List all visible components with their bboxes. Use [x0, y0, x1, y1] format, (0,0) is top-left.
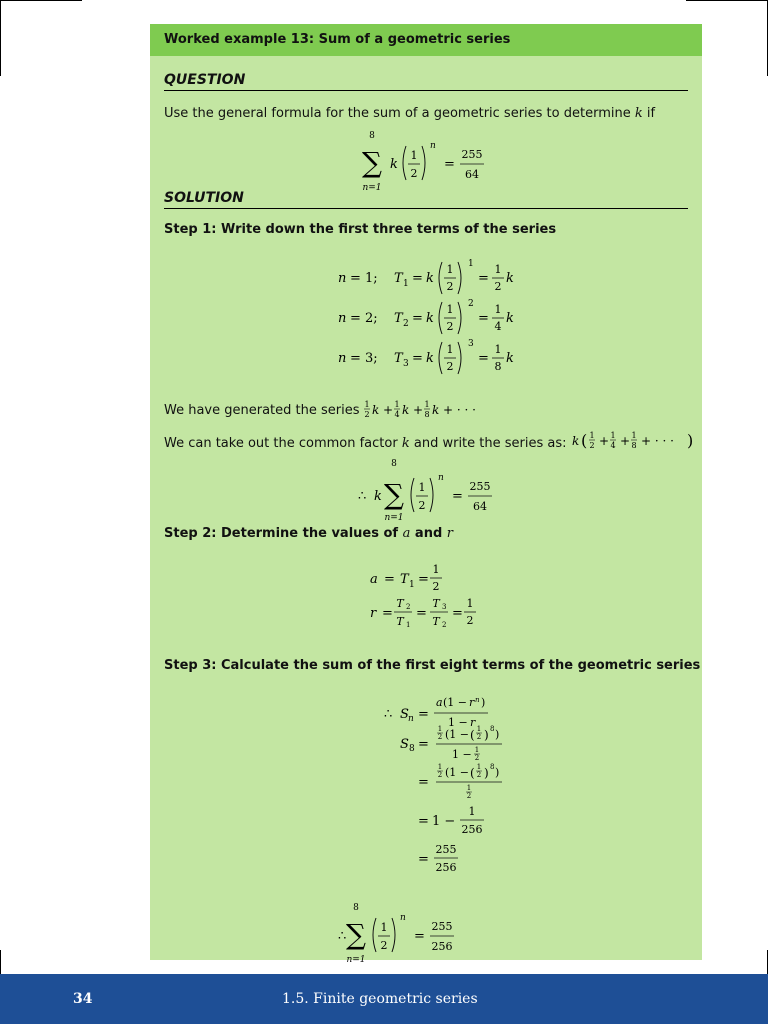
term-2-equation	[338, 299, 514, 334]
svg-text:256: 256	[431, 940, 453, 953]
svg-text:2: 2	[403, 319, 409, 329]
svg-text:=: =	[414, 929, 425, 944]
svg-text:1: 1	[446, 263, 454, 276]
svg-text:T: T	[396, 597, 404, 610]
svg-text:1: 1	[468, 805, 476, 818]
svg-text:2: 2	[446, 280, 454, 293]
svg-text:): )	[495, 766, 500, 779]
a-equation	[370, 563, 442, 593]
svg-text:255: 255	[431, 920, 453, 933]
svg-text:): )	[484, 766, 489, 780]
a-r-equations	[362, 558, 502, 632]
factored-series-expression	[571, 431, 699, 453]
svg-text:+ · · ·: + · · ·	[640, 434, 674, 448]
svg-text:4: 4	[610, 441, 616, 450]
svg-text:8: 8	[409, 744, 415, 754]
svg-text:(: (	[470, 766, 475, 780]
svg-text:1: 1	[410, 149, 418, 162]
step-1-terms	[330, 256, 550, 376]
svg-text:1: 1	[494, 263, 502, 276]
step-2-and: and	[414, 526, 443, 541]
svg-text:1: 1	[446, 343, 454, 356]
svg-text:1: 1	[437, 763, 443, 771]
svg-text:): )	[481, 696, 486, 709]
svg-text:=: =	[418, 775, 429, 790]
svg-text:T: T	[394, 351, 403, 366]
svg-text:(: (	[580, 431, 587, 450]
question-text-main: Use the general formula for the sum of a geometric series to determine	[164, 106, 631, 121]
svg-text:4: 4	[494, 320, 502, 333]
svg-text:S: S	[400, 707, 409, 722]
svg-text:+: +	[382, 403, 393, 417]
svg-text:1: 1	[466, 784, 472, 792]
svg-text:∑: ∑	[346, 918, 366, 951]
svg-text:T: T	[394, 271, 403, 286]
svg-text:n: n	[430, 141, 436, 151]
step-2-text: Step 2: Determine the values of	[164, 526, 399, 541]
svg-text:1: 1	[406, 621, 411, 629]
therefore-sum-equation	[356, 454, 516, 524]
svg-text:): )	[495, 728, 500, 741]
svg-text:=: =	[418, 814, 429, 829]
svg-text:k: k	[390, 157, 398, 172]
svg-text:3: 3	[468, 339, 474, 349]
svg-text:8: 8	[490, 763, 495, 771]
svg-text:k: k	[506, 311, 514, 326]
svg-text:1: 1	[468, 259, 474, 269]
svg-text:255: 255	[469, 480, 491, 493]
svg-text:1: 1	[589, 431, 595, 440]
svg-text:r: r	[470, 716, 476, 729]
svg-text:2: 2	[589, 441, 595, 450]
svg-text:8: 8	[369, 131, 375, 141]
svg-text:k: k	[506, 271, 514, 286]
svg-text:2: 2	[364, 410, 370, 419]
svg-text:1: 1	[610, 431, 616, 440]
svg-text:= 2;: = 2;	[350, 311, 378, 326]
svg-text:1 −: 1 −	[448, 716, 468, 729]
svg-text:k: k	[374, 489, 382, 504]
svg-text:n: n	[438, 473, 444, 483]
svg-text:k: k	[401, 403, 409, 417]
svg-text:S: S	[400, 737, 409, 752]
sn-formula	[384, 696, 488, 729]
svg-text:1: 1	[418, 481, 426, 494]
svg-text:1 −: 1 −	[452, 748, 472, 761]
svg-text:2: 2	[466, 614, 474, 627]
svg-text:(1 −: (1 −	[445, 766, 470, 779]
svg-text:2: 2	[476, 771, 482, 779]
svg-text:a: a	[370, 572, 378, 587]
svg-text:256: 256	[435, 861, 457, 874]
svg-text:2: 2	[446, 360, 454, 373]
svg-text:T: T	[394, 311, 403, 326]
svg-text:1: 1	[446, 303, 454, 316]
svg-text:(1 −: (1 −	[445, 728, 470, 741]
crop-mark-top-right	[686, 0, 768, 1]
svg-text:=: =	[412, 271, 423, 286]
svg-text:2: 2	[437, 771, 443, 779]
svg-text:T: T	[396, 615, 404, 628]
svg-text:=: =	[452, 606, 463, 621]
question-var-k: k	[634, 106, 643, 121]
common-factor-text-b: and write the series as:	[413, 436, 567, 451]
crop-mark-bottom-left	[0, 950, 1, 974]
common-factor-text-a: We can take out the common factor	[164, 436, 398, 451]
svg-text:1: 1	[494, 343, 502, 356]
svg-text:=: =	[478, 351, 489, 366]
sum-derivation	[378, 690, 538, 890]
svg-text:1: 1	[631, 431, 637, 440]
s8-one-minus	[418, 805, 484, 836]
svg-text:3: 3	[403, 359, 409, 369]
svg-text:T: T	[432, 597, 440, 610]
svg-text:k: k	[431, 403, 439, 417]
svg-text:k: k	[426, 311, 434, 326]
svg-text:1: 1	[494, 303, 502, 316]
question-text-suffix: if	[646, 106, 656, 121]
svg-text:=: =	[412, 351, 423, 366]
svg-text:T: T	[432, 615, 440, 628]
svg-text:): )	[686, 431, 693, 450]
question-heading: QUESTION	[164, 72, 688, 91]
svg-text:n: n	[338, 271, 347, 286]
svg-text:= 3;: = 3;	[350, 351, 378, 366]
term-3-equation	[338, 339, 514, 374]
svg-text:4: 4	[394, 410, 400, 419]
svg-text:2: 2	[494, 280, 502, 293]
svg-text:k: k	[371, 403, 379, 417]
question-equation	[362, 126, 502, 196]
solution-heading: SOLUTION	[164, 190, 688, 209]
svg-text:2: 2	[418, 499, 426, 512]
step-2-var-r: r	[446, 526, 454, 541]
svg-text:∴: ∴	[384, 707, 393, 722]
svg-text:=: =	[478, 311, 489, 326]
svg-text:k: k	[571, 434, 579, 448]
worked-example-box	[150, 24, 702, 965]
r-equation	[370, 597, 476, 629]
common-factor-var-k: k	[401, 436, 410, 451]
svg-text:2: 2	[406, 603, 411, 611]
svg-text:r: r	[469, 696, 475, 709]
section-title: 1.5. Finite geometric series	[282, 991, 478, 1007]
crop-mark-top-left	[0, 0, 82, 1]
svg-text:k: k	[506, 351, 514, 366]
series-expression	[364, 400, 494, 420]
svg-text:a: a	[436, 696, 443, 709]
svg-text:1: 1	[364, 400, 370, 409]
svg-text:256: 256	[461, 823, 483, 836]
svg-text:1: 1	[437, 725, 443, 733]
svg-text:1: 1	[409, 580, 415, 590]
svg-text:2: 2	[466, 792, 472, 800]
svg-text:k: k	[426, 271, 434, 286]
svg-text:n: n	[338, 351, 347, 366]
svg-text:1: 1	[466, 597, 474, 610]
worked-example-title: Worked example 13: Sum of a geometric series	[150, 24, 702, 56]
svg-text:n=1: n=1	[362, 183, 382, 193]
svg-text:T: T	[400, 572, 409, 587]
svg-text:64: 64	[473, 500, 487, 513]
svg-text:=: =	[418, 707, 429, 722]
svg-text:(: (	[470, 728, 475, 742]
s8-simplify	[418, 763, 502, 800]
svg-text:∴: ∴	[358, 489, 367, 504]
term-1-equation	[338, 259, 514, 294]
svg-text:8: 8	[631, 441, 637, 450]
svg-text:=: =	[412, 311, 423, 326]
svg-text:n: n	[338, 311, 347, 326]
svg-text:2: 2	[410, 167, 418, 180]
svg-text:1: 1	[394, 400, 400, 409]
svg-text:2: 2	[442, 621, 447, 629]
final-sum-equation	[336, 900, 476, 970]
svg-text:k: k	[426, 351, 434, 366]
svg-text:n: n	[400, 913, 406, 923]
svg-text:8: 8	[494, 360, 502, 373]
svg-text:2: 2	[380, 939, 388, 952]
svg-text:+: +	[598, 434, 609, 448]
svg-text:= 1;: = 1;	[350, 271, 378, 286]
svg-text:=: =	[418, 572, 429, 587]
crop-mark-left	[0, 0, 1, 76]
svg-text:2: 2	[432, 580, 440, 593]
page-footer	[0, 974, 768, 1024]
svg-text:8: 8	[353, 903, 359, 913]
svg-text:n=1: n=1	[384, 513, 404, 523]
svg-text:2: 2	[476, 733, 482, 741]
svg-text:2: 2	[468, 299, 474, 309]
common-factor-paragraph	[164, 431, 699, 453]
svg-text:1: 1	[424, 400, 430, 409]
step-3-heading: Step 3: Calculate the sum of the first eight terms of the geometric series	[164, 658, 701, 673]
svg-text:8: 8	[391, 459, 397, 469]
svg-text:∑: ∑	[384, 478, 404, 511]
svg-text:n: n	[408, 714, 414, 724]
svg-text:1: 1	[432, 563, 440, 576]
svg-text:=: =	[382, 606, 393, 621]
svg-text:1: 1	[403, 279, 409, 289]
svg-text:1: 1	[476, 725, 482, 733]
svg-text:255: 255	[435, 843, 457, 856]
svg-text:n=1: n=1	[346, 955, 366, 965]
series-paragraph-text: We have generated the series	[164, 403, 360, 418]
svg-text:=: =	[452, 489, 463, 504]
svg-text:r: r	[370, 606, 377, 621]
svg-text:8: 8	[424, 410, 430, 419]
s8-result	[418, 843, 458, 874]
svg-text:2: 2	[446, 320, 454, 333]
svg-text:255: 255	[461, 148, 483, 161]
svg-text:+: +	[412, 403, 423, 417]
svg-text:=: =	[478, 271, 489, 286]
svg-text:=: =	[418, 737, 429, 752]
svg-text:∴: ∴	[338, 929, 347, 944]
svg-text:2: 2	[437, 733, 443, 741]
question-text	[164, 106, 655, 121]
svg-text:64: 64	[465, 168, 479, 181]
svg-text:+: +	[619, 434, 630, 448]
svg-text:1: 1	[380, 921, 388, 934]
svg-text:∑: ∑	[362, 146, 382, 179]
svg-text:1: 1	[476, 763, 482, 771]
step-2-var-a: a	[402, 526, 411, 541]
step-2-heading	[164, 526, 453, 541]
svg-text:1: 1	[474, 746, 480, 754]
svg-text:1 −: 1 −	[432, 814, 456, 829]
svg-text:+ · · ·: + · · ·	[442, 403, 476, 417]
series-paragraph	[164, 400, 494, 420]
svg-text:): )	[484, 728, 489, 742]
svg-text:n: n	[475, 696, 480, 704]
svg-text:3: 3	[442, 603, 447, 611]
svg-text:=: =	[384, 572, 395, 587]
svg-text:(1 −: (1 −	[443, 696, 468, 709]
svg-text:=: =	[418, 852, 429, 867]
svg-text:=: =	[444, 157, 455, 172]
svg-text:2: 2	[474, 754, 480, 762]
svg-text:8: 8	[490, 725, 495, 733]
page-number: 34	[73, 991, 93, 1007]
svg-text:=: =	[416, 606, 427, 621]
step-1-heading: Step 1: Write down the first three terms of the series	[164, 222, 557, 237]
s8-substitution	[400, 725, 502, 762]
